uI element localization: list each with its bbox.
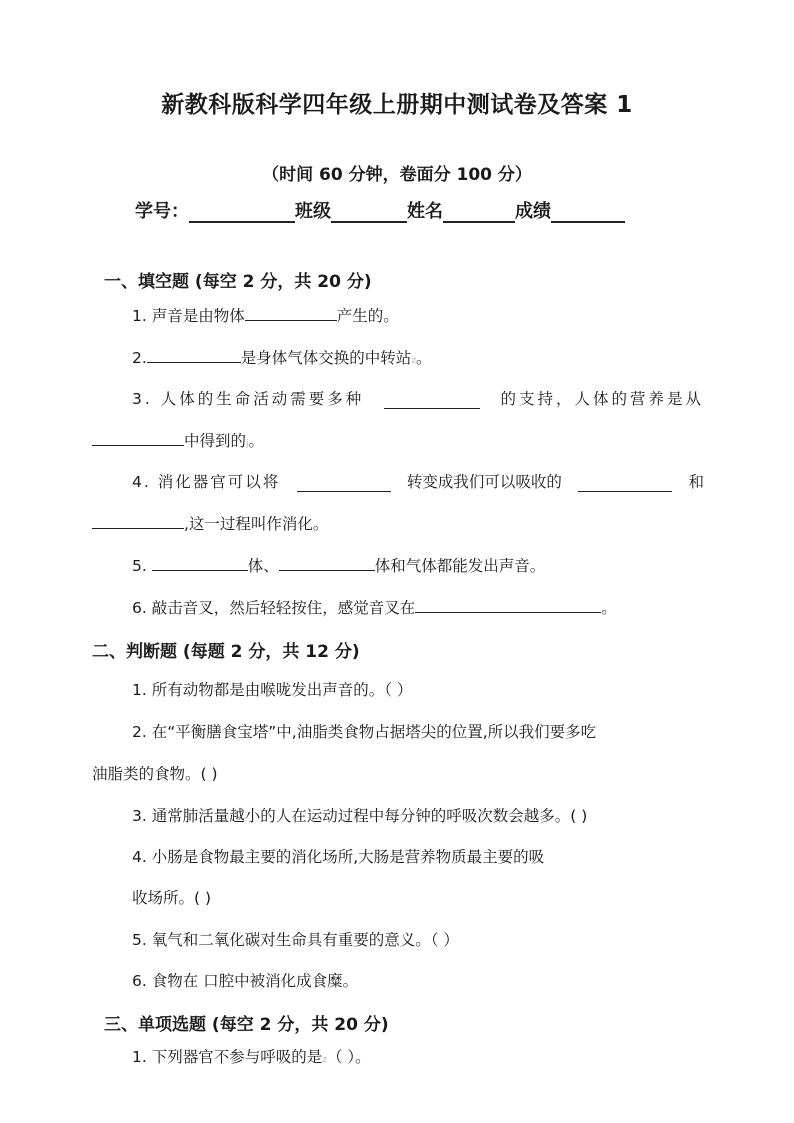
answer-blank[interactable] xyxy=(92,513,184,529)
stray-mark: z xyxy=(322,1055,327,1065)
answer-blank[interactable] xyxy=(152,555,248,571)
stray-mark: z xyxy=(411,356,417,366)
question-1-1 xyxy=(132,304,399,326)
question-2-3: 3. 通常肺活量越小的人在运动过程中每分钟的呼吸次数会越多。( ) xyxy=(132,807,588,825)
question-text: 和 xyxy=(688,473,704,491)
section-1-heading: 一、填空题 (每空 2 分，共 20 分) xyxy=(104,272,372,292)
class-blank[interactable] xyxy=(331,201,407,223)
answer-blank[interactable] xyxy=(415,597,601,613)
question-1-5 xyxy=(132,554,545,576)
question-3-1 xyxy=(132,1045,371,1067)
answer-blank[interactable] xyxy=(245,305,337,321)
question-text: 产生的。 xyxy=(336,307,399,325)
stray-mark: j xyxy=(246,439,249,449)
answer-blank[interactable] xyxy=(384,393,480,409)
answer-blank[interactable] xyxy=(578,476,672,492)
question-text: 。 xyxy=(601,599,617,617)
exam-time-note: （时间 60 分钟，卷面分 100 分） xyxy=(262,165,532,185)
name-label: 姓名 xyxy=(407,201,443,222)
answer-blank[interactable] xyxy=(279,555,375,571)
student-id-label: 学号： xyxy=(135,201,189,222)
question-1-6 xyxy=(132,596,617,618)
question-text: 中得到的 xyxy=(184,432,247,450)
question-2-6: 6. 食物在 口腔中被消化成食糜。 xyxy=(132,972,359,990)
question-text: 3. 人体的生命活动需要多种 xyxy=(132,390,365,408)
question-1-4 xyxy=(132,470,704,492)
question-text: 6. 敲击音叉，然后轻轻按住，感觉音叉在 xyxy=(132,599,416,617)
question-text: 4. 消化器官可以将 xyxy=(132,473,281,491)
student-info-line xyxy=(135,197,625,223)
question-2-5: 5. 氧气和二氧化碳对生命具有重要的意义。（ ） xyxy=(132,931,459,949)
question-text: 是身体气体交换的中转站 xyxy=(240,349,412,367)
question-text: 。 xyxy=(248,432,265,450)
score-label: 成绩 xyxy=(515,201,551,222)
answer-blank[interactable] xyxy=(297,476,391,492)
question-2-4-cont: 收场所。( ) xyxy=(132,889,212,907)
question-2-2-cont: 油脂类的食物。( ) xyxy=(92,765,218,783)
question-1-3 xyxy=(132,387,704,409)
question-text: 1. 下列器官不参与呼吸的是 xyxy=(132,1048,323,1066)
question-2-2: 2. 在“平衡膳食宝塔”中,油脂类食物占据塔尖的位置,所以我们要多吃 xyxy=(132,723,597,741)
question-text: ,这一过程叫作消化。 xyxy=(184,515,329,533)
question-text: （ ）。 xyxy=(326,1048,371,1066)
question-text: 体、 xyxy=(247,557,279,575)
question-text: 2. xyxy=(132,349,147,367)
question-text: 5. xyxy=(132,557,152,575)
question-text: 。 xyxy=(416,349,432,367)
question-text: 转变成我们可以吸收的 xyxy=(406,473,562,491)
answer-blank[interactable] xyxy=(92,430,184,446)
question-text: 1. 声音是由物体 xyxy=(132,307,245,325)
answer-blank[interactable] xyxy=(147,347,241,363)
document-title: 新教科版科学四年级上册期中测试卷及答案 1 xyxy=(161,92,633,118)
section-2-heading: 二、判断题 (每题 2 分，共 12 分) xyxy=(92,642,360,662)
question-text: 的支持，人体的营养是从 xyxy=(500,390,704,408)
question-text: 体和气体都能发出声音。 xyxy=(374,557,546,575)
question-2-1: 1. 所有动物都是由喉咙发出声音的。（ ） xyxy=(132,681,413,699)
section-3-heading: 三、单项选题 (每空 2 分，共 20 分) xyxy=(104,1015,389,1035)
class-label: 班级 xyxy=(295,201,331,222)
name-blank[interactable] xyxy=(443,201,515,223)
question-1-2 xyxy=(132,346,432,368)
score-blank[interactable] xyxy=(551,201,625,223)
question-2-4: 4. 小肠是食物最主要的消化场所,大肠是营养物质最主要的吸 xyxy=(132,848,545,866)
student-id-blank[interactable] xyxy=(189,201,295,223)
question-1-3-cont xyxy=(92,429,264,451)
question-1-4-cont xyxy=(92,512,328,534)
